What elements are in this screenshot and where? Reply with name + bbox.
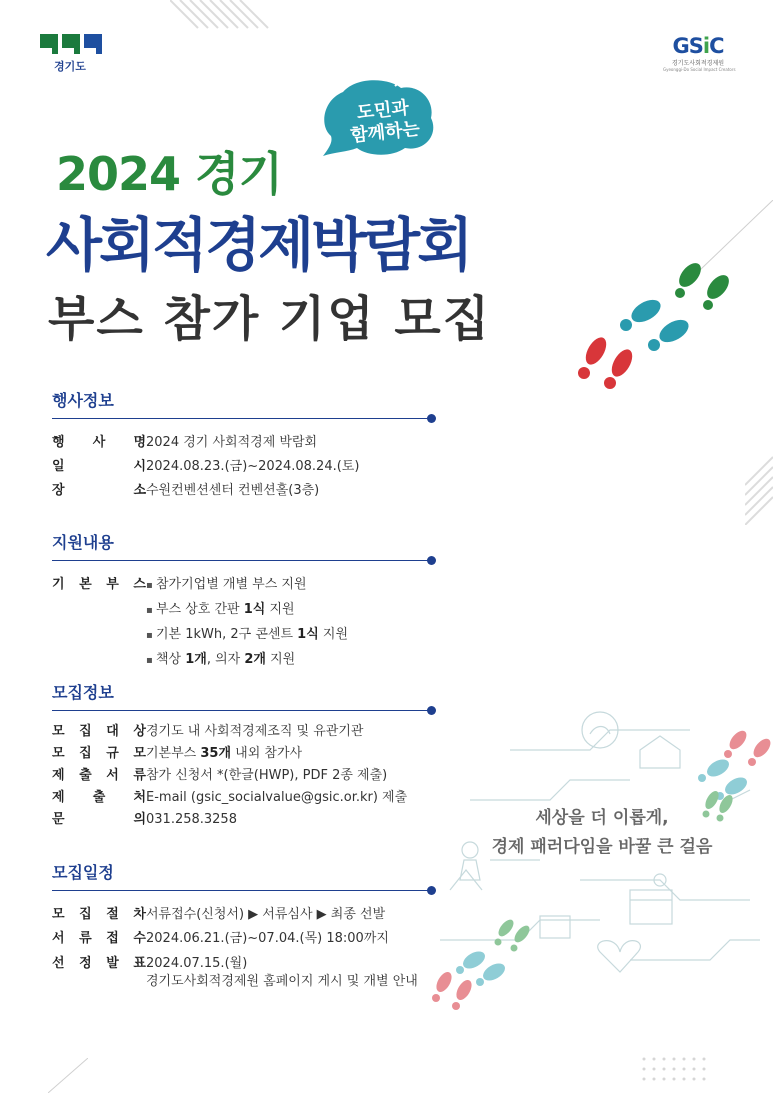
row-label: 행 사 명 xyxy=(52,435,146,450)
event-name-row xyxy=(52,431,432,455)
row-value: 기본부스 35개 내외 참가사 xyxy=(146,746,303,761)
row-label: 문 의 xyxy=(52,812,146,827)
row-label: 모 집 규 모 xyxy=(52,746,146,761)
row-label: 제 출 서 류 xyxy=(52,768,146,783)
title-sub: 부스 참가 기업 모집 xyxy=(48,291,492,347)
gyeonggi-logo-label: 경기도 xyxy=(54,60,86,73)
recruit-contact-row xyxy=(52,809,432,831)
row-label: 제 출 처 xyxy=(52,790,146,805)
row-value: 2024.06.21.(금)~07.04.(목) 18:00까지 xyxy=(146,931,389,946)
speech-bubble xyxy=(317,78,439,160)
slogan-line-1: 세상을 더 이롭게, xyxy=(535,808,669,828)
gsic-logo-name: 경기도사회적경제원 xyxy=(671,60,725,67)
stripe-decoration-right xyxy=(745,455,773,525)
schedule-process-row xyxy=(52,903,432,927)
schedule-submission-row xyxy=(52,927,432,951)
stripe-decoration-top xyxy=(170,0,280,30)
row-value: 수원컨벤션센터 컨벤션홀(3층) xyxy=(146,483,320,498)
row-label: 모 집 대 상 xyxy=(52,724,146,739)
row-label: 모 집 절 차 xyxy=(52,907,146,922)
section-divider xyxy=(52,418,432,419)
gsic-logo-mark: GSiC xyxy=(672,34,724,58)
row-value: 2024.08.23.(금)~2024.08.24.(토) xyxy=(146,459,360,474)
row-label: 선 정 발 표 xyxy=(52,956,146,971)
row-value: E-mail (gsic_socialvalue@gsic.or.kr) 제출 xyxy=(146,790,408,805)
dot-pattern xyxy=(640,1055,720,1093)
schedule-announcement-row xyxy=(52,955,432,991)
diagonal-line-bottom xyxy=(48,1058,88,1093)
recruit-section xyxy=(52,680,432,831)
list-item: ▪ 책상 1개, 의자 2개 지원 xyxy=(146,648,348,673)
support-heading: 지원내용 xyxy=(52,533,114,552)
recruit-submit-row xyxy=(52,787,432,809)
speech-bubble-text: 도민과 함께하는 xyxy=(349,97,421,147)
event-date-row xyxy=(52,455,432,479)
row-value: 031.258.3258 xyxy=(146,812,237,827)
row-value: 서류접수(신청서) ▶ 서류심사 ▶ 최종 선발 xyxy=(146,907,386,922)
section-divider xyxy=(52,560,432,561)
slogan xyxy=(462,804,742,862)
recruit-heading: 모집정보 xyxy=(52,683,114,702)
list-item: ▪ 부스 상호 간판 1식 지원 xyxy=(146,598,348,623)
schedule-heading: 모집일정 xyxy=(52,863,114,882)
row-value: 2024.07.15.(월) 경기도사회적경제원 홈페이지 게시 및 개별 안내 xyxy=(146,956,418,989)
section-divider xyxy=(52,710,432,711)
row-label: 서 류 접 수 xyxy=(52,931,146,946)
schedule-section xyxy=(52,860,432,991)
gyeonggi-logo-mark xyxy=(40,34,102,48)
row-label: 장 소 xyxy=(52,483,146,498)
support-list xyxy=(146,573,348,673)
list-item: ▪ 참가기업별 개별 부스 지원 xyxy=(146,573,348,598)
event-info-section xyxy=(52,388,432,503)
gyeonggi-logo xyxy=(40,34,102,74)
footprints-icon xyxy=(570,255,745,390)
row-value: 경기도 내 사회적경제조직 및 유관기관 xyxy=(146,724,364,739)
section-divider xyxy=(52,890,432,891)
support-row xyxy=(52,573,432,673)
row-label: 기 본 부 스 xyxy=(52,577,146,592)
event-venue-row xyxy=(52,479,432,503)
recruit-documents-row xyxy=(52,765,432,787)
support-section xyxy=(52,530,432,673)
gsic-logo-english: Gyeonggi-Do Social Impact Creators xyxy=(663,67,736,72)
slogan-line-2: 경제 패러다임을 바꿀 큰 걸음 xyxy=(491,837,713,857)
title-year: 2024 경기 xyxy=(56,147,282,201)
row-value: 참가 신청서 *(한글(HWP), PDF 2종 제출) xyxy=(146,768,388,783)
title-main: 사회적경제박람회 xyxy=(46,211,471,279)
list-item: ▪ 기본 1kWh, 2구 콘센트 1식 지원 xyxy=(146,623,348,648)
row-value: 2024 경기 사회적경제 박람회 xyxy=(146,435,318,450)
row-label: 일 시 xyxy=(52,459,146,474)
recruit-scale-row xyxy=(52,743,432,765)
recruit-target-row xyxy=(52,721,432,743)
event-info-heading: 행사정보 xyxy=(52,391,114,410)
gsic-logo xyxy=(663,34,736,72)
